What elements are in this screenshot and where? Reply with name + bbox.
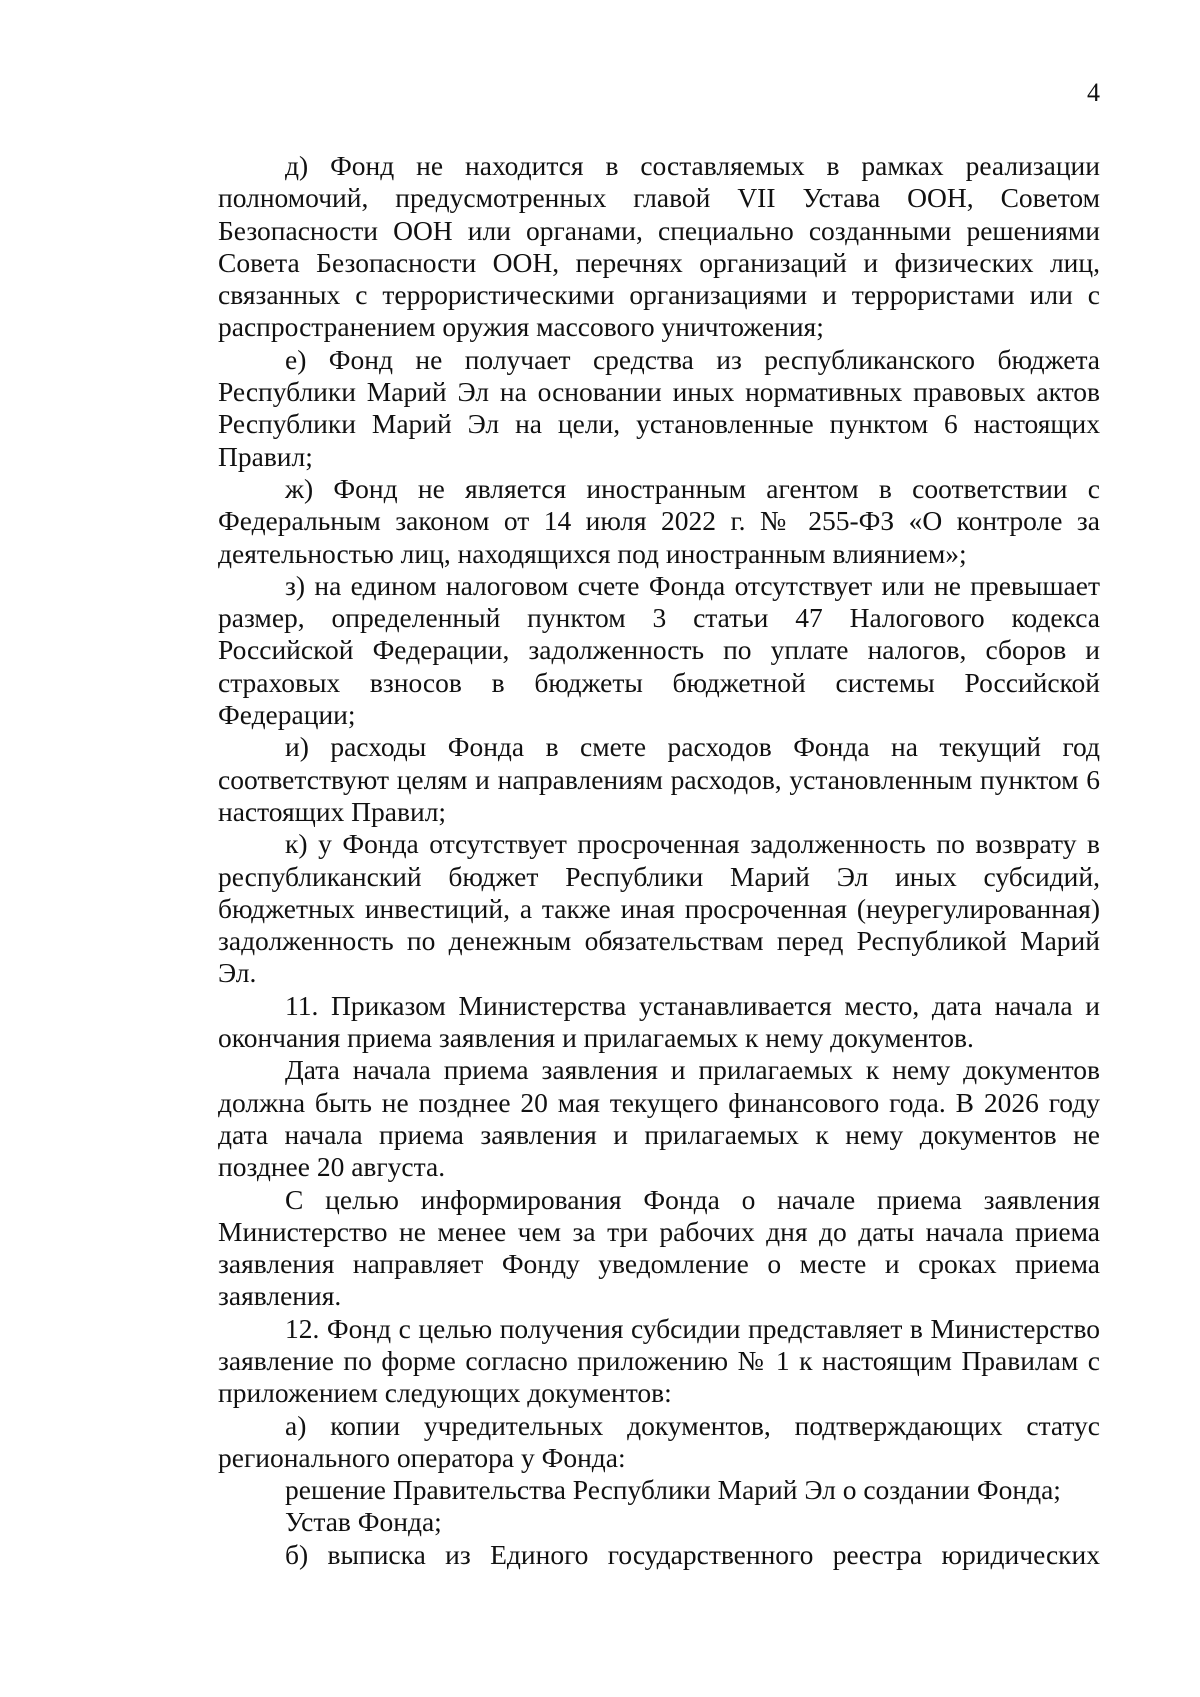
- page-number: 4: [1087, 78, 1100, 107]
- paragraph-start-date: Дата начала приема заявления и прилагаемых к нему документов должна быть не позднее 20 мая текущего финансового года. В 2026 году дата начала приема заявления и прилагаемых к нему документов не позднее 20 августа.: [218, 1054, 1100, 1183]
- paragraph-item-z: з) на едином налоговом счете Фонда отсутствует или не превышает размер, определенный пунктом 3 статьи 47 Налогового кодекса Российской Федерации, задолженность по уплате налогов, сборов и страховых взносов в бюджеты бюджетной системы Российской Федерации;: [218, 569, 1100, 731]
- paragraph-item-b: б) выписка из Единого государственного реестра юридических: [285, 1538, 1100, 1570]
- paragraph-item-e: е) Фонд не получает средства из республиканского бюджета Республики Марий Эл на основании иных нормативных правовых актов Республики Марий Эл на цели, установленные пунктом 6 настоящих Правил;: [218, 343, 1100, 472]
- paragraph-government-decision: решение Правительства Республики Марий Эл о создании Фонда;: [285, 1474, 1061, 1506]
- document-body: [218, 150, 1100, 1571]
- paragraph-section-11: 11. Приказом Министерства устанавливается место, дата начала и окончания приема заявления и прилагаемых к нему документов.: [218, 989, 1100, 1054]
- paragraph-item-i: и) расходы Фонда в смете расходов Фонда на текущий год соответствуют целям и направлениям расходов, установленным пунктом 6 настоящих Правил;: [218, 731, 1100, 827]
- paragraph-item-a: а) копии учредительных документов, подтверждающих статус регионального оператора у Фонда:: [218, 1409, 1100, 1473]
- paragraph-item-zh: ж) Фонд не является иностранным агентом в соответствии с Федеральным законом от 14 июля 2022 г. № 255-ФЗ «О контроле за деятельностью лиц, находящихся под иностранным влиянием»;: [218, 472, 1100, 569]
- paragraph-item-d: д) Фонд не находится в составляемых в рамках реализации полномочий, предусмотренных главой VII Устава ООН, Советом Безопасности ООН или органами, специально созданными решениями Совета Безопасности ООН, перечнях организаций и физических лиц, связанных с террористическими организациями и террористами или с распространением оружия массового уничтожения;: [218, 150, 1100, 343]
- paragraph-charter: Устав Фонда;: [285, 1506, 442, 1538]
- paragraph-section-12: 12. Фонд с целью получения субсидии представляет в Министерство заявление по форме согласно приложению № 1 к настоящим Правилам с приложением следующих документов:: [218, 1312, 1100, 1409]
- paragraph-notification: С целью информирования Фонда о начале приема заявления Министерство не менее чем за три рабочих дня до даты начала приема заявления направляет Фонду уведомление о месте и сроках приема заявления.: [218, 1183, 1100, 1312]
- paragraph-item-k: к) у Фонда отсутствует просроченная задолженность по возврату в республиканский бюджет Республики Марий Эл иных субсидий, бюджетных инвестиций, а также иная просроченная (неурегулированная) задолженность по денежным обязательствам перед Республикой Марий Эл.: [218, 828, 1100, 989]
